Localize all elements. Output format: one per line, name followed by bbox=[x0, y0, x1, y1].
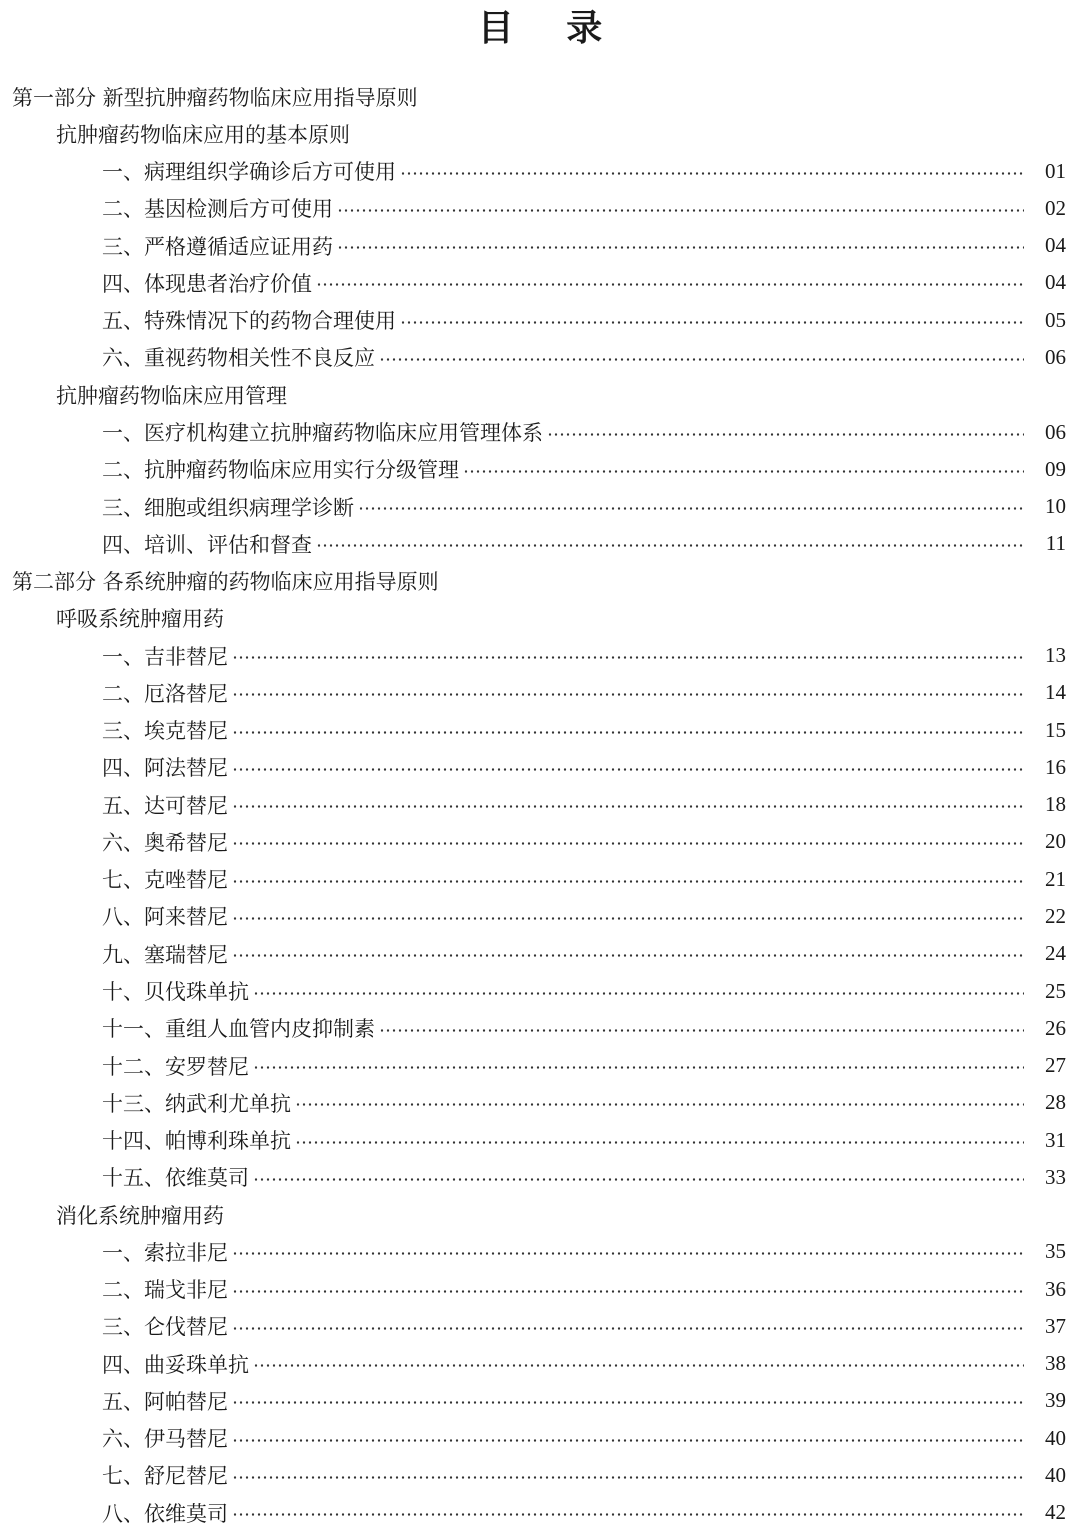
toc-entry-page-number: 25 bbox=[1045, 978, 1066, 1003]
toc-entry-page-number: 15 bbox=[1045, 717, 1066, 742]
part-heading[interactable]: 第二部分 各系统肿瘤的药物临床应用指导原则 bbox=[12, 570, 439, 595]
toc-entry-page-number: 20 bbox=[1045, 829, 1066, 854]
toc-entry[interactable] bbox=[0, 302, 1080, 339]
toc-entry[interactable] bbox=[0, 1084, 1080, 1121]
toc-entry-page-number: 14 bbox=[1045, 680, 1066, 705]
toc-entry-label: 六、重视药物相关性不良反应 bbox=[102, 346, 375, 371]
toc-entry-page-number: 40 bbox=[1045, 1462, 1066, 1487]
toc-entry-label: 八、阿来替尼 bbox=[102, 905, 228, 930]
toc-entry-label: 四、培训、评估和督查 bbox=[102, 532, 312, 557]
toc-entry-page-number: 28 bbox=[1045, 1090, 1066, 1115]
toc-entry-label: 七、舒尼替尼 bbox=[102, 1464, 228, 1489]
toc-entry[interactable] bbox=[0, 1345, 1080, 1382]
toc-entry-page-number: 16 bbox=[1045, 754, 1066, 779]
toc-entry-page-number: 11 bbox=[1045, 531, 1066, 556]
dot-leader bbox=[232, 731, 1024, 734]
toc-entry[interactable] bbox=[0, 1159, 1080, 1196]
dot-leader bbox=[232, 1439, 1024, 1442]
dot-leader bbox=[232, 842, 1024, 845]
dot-leader bbox=[232, 1401, 1024, 1404]
dot-leader bbox=[232, 693, 1024, 696]
toc-entry[interactable] bbox=[0, 1420, 1080, 1457]
toc-entry-page-number: 39 bbox=[1045, 1388, 1066, 1413]
toc-entry-label: 六、奥希替尼 bbox=[102, 830, 228, 855]
dot-leader bbox=[232, 768, 1024, 771]
part-heading[interactable]: 第一部分 新型抗肿瘤药物临床应用指导原则 bbox=[12, 85, 418, 110]
toc-entry-page-number: 38 bbox=[1045, 1351, 1066, 1376]
dot-leader bbox=[232, 1476, 1024, 1479]
toc-entry[interactable] bbox=[0, 674, 1080, 711]
toc-entry-label: 十三、纳武利尤单抗 bbox=[102, 1091, 291, 1116]
toc-entry-label: 二、抗肿瘤药物临床应用实行分级管理 bbox=[102, 458, 459, 483]
toc-entry-page-number: 35 bbox=[1045, 1239, 1066, 1264]
toc-entry-page-number: 21 bbox=[1045, 866, 1066, 891]
toc-entry-page-number: 24 bbox=[1045, 941, 1066, 966]
toc-entry-label: 四、阿法替尼 bbox=[102, 756, 228, 781]
dot-leader bbox=[295, 1103, 1024, 1106]
toc-entry[interactable] bbox=[0, 1121, 1080, 1158]
dot-leader bbox=[400, 172, 1024, 175]
toc-entry-label: 五、阿帕替尼 bbox=[102, 1389, 228, 1414]
dot-leader bbox=[379, 1029, 1024, 1032]
toc-entry-label: 四、体现患者治疗价值 bbox=[102, 271, 312, 296]
table-of-contents bbox=[0, 78, 1080, 1531]
toc-entry-page-number: 33 bbox=[1045, 1164, 1066, 1189]
toc-entry-page-number: 05 bbox=[1045, 307, 1066, 332]
toc-entry[interactable] bbox=[0, 972, 1080, 1009]
dot-leader bbox=[400, 321, 1024, 324]
toc-entry[interactable] bbox=[0, 637, 1080, 674]
toc-entry[interactable] bbox=[0, 712, 1080, 749]
toc-entry-label: 十四、帕博利珠单抗 bbox=[102, 1129, 291, 1154]
dot-leader bbox=[232, 954, 1024, 957]
toc-entry-page-number: 27 bbox=[1045, 1053, 1066, 1078]
toc-entry-label: 六、伊马替尼 bbox=[102, 1427, 228, 1452]
dot-leader bbox=[232, 656, 1024, 659]
toc-entry[interactable] bbox=[0, 525, 1080, 562]
dot-leader bbox=[253, 1066, 1024, 1069]
toc-entry-label: 十、贝伐珠单抗 bbox=[102, 980, 249, 1004]
toc-entry-page-number: 26 bbox=[1045, 1015, 1066, 1040]
section-heading[interactable]: 抗肿瘤药物临床应用的基本原则 bbox=[56, 122, 350, 147]
toc-entry-label: 五、特殊情况下的药物合理使用 bbox=[102, 309, 396, 334]
toc-entry[interactable] bbox=[0, 1047, 1080, 1084]
toc-entry-page-number: 40 bbox=[1045, 1425, 1066, 1450]
toc-entry-label: 三、仑伐替尼 bbox=[102, 1315, 228, 1340]
toc-entry-page-number: 06 bbox=[1045, 419, 1066, 444]
toc-entry[interactable] bbox=[0, 153, 1080, 190]
dot-leader bbox=[295, 1141, 1024, 1144]
toc-entry-page-number: 10 bbox=[1045, 494, 1066, 519]
toc-entry[interactable] bbox=[0, 339, 1080, 376]
toc-entry-label: 一、病理组织学确诊后方可使用 bbox=[102, 160, 396, 185]
toc-entry[interactable] bbox=[0, 1010, 1080, 1047]
toc-entry-page-number: 04 bbox=[1045, 233, 1066, 258]
toc-entry-page-number: 31 bbox=[1045, 1127, 1066, 1152]
toc-entry[interactable] bbox=[0, 1308, 1080, 1345]
section-heading[interactable]: 消化系统肿瘤用药 bbox=[56, 1203, 224, 1228]
toc-entry-label: 五、达可替尼 bbox=[102, 793, 228, 818]
dot-leader bbox=[253, 1364, 1024, 1367]
toc-entry-page-number: 01 bbox=[1045, 158, 1066, 183]
dot-leader bbox=[232, 1290, 1024, 1293]
toc-entry-label: 十五、依维莫司 bbox=[102, 1166, 249, 1191]
toc-entry[interactable] bbox=[0, 749, 1080, 786]
dot-leader bbox=[358, 507, 1024, 510]
toc-entry-page-number: 36 bbox=[1045, 1276, 1066, 1301]
dot-leader bbox=[232, 917, 1024, 920]
toc-entry-label: 九、塞瑞替尼 bbox=[102, 942, 228, 967]
toc-entry-label: 八、依维莫司 bbox=[102, 1501, 228, 1526]
dot-leader bbox=[337, 246, 1024, 249]
toc-entry-page-number: 02 bbox=[1045, 195, 1066, 220]
toc-entry[interactable] bbox=[0, 413, 1080, 450]
dot-leader bbox=[232, 805, 1024, 808]
toc-entry-label: 四、曲妥珠单抗 bbox=[102, 1352, 249, 1377]
toc-entry-label: 一、吉非替尼 bbox=[102, 644, 228, 669]
toc-entry-page-number: 22 bbox=[1045, 903, 1066, 928]
dot-leader bbox=[547, 433, 1024, 436]
toc-entry-label: 七、克唑替尼 bbox=[102, 868, 228, 893]
toc-entry[interactable] bbox=[0, 1494, 1080, 1531]
toc-entry-label: 三、埃克替尼 bbox=[102, 719, 228, 744]
toc-entry[interactable] bbox=[0, 1233, 1080, 1270]
toc-entry-label: 三、严格遵循适应证用药 bbox=[102, 234, 333, 259]
toc-entry-label: 二、基因检测后方可使用 bbox=[102, 197, 333, 222]
toc-entry[interactable] bbox=[0, 264, 1080, 301]
dot-leader bbox=[253, 1178, 1024, 1181]
toc-entry-label: 十一、重组人血管内皮抑制素 bbox=[102, 1017, 375, 1042]
toc-entry-page-number: 37 bbox=[1045, 1313, 1066, 1338]
toc-entry-label: 一、医疗机构建立抗肿瘤药物临床应用管理体系 bbox=[102, 421, 543, 446]
toc-entry-label: 二、厄洛替尼 bbox=[102, 681, 228, 706]
toc-entry[interactable] bbox=[0, 935, 1080, 972]
toc-entry[interactable] bbox=[0, 451, 1080, 488]
toc-entry-page-number: 18 bbox=[1045, 792, 1066, 817]
toc-entry[interactable] bbox=[0, 861, 1080, 898]
toc-entry[interactable] bbox=[0, 823, 1080, 860]
toc-entry[interactable] bbox=[0, 190, 1080, 227]
dot-leader bbox=[463, 470, 1024, 473]
dot-leader bbox=[316, 544, 1024, 547]
toc-entry-page-number: 13 bbox=[1045, 643, 1066, 668]
dot-leader bbox=[253, 992, 1024, 995]
section-heading[interactable]: 抗肿瘤药物临床应用管理 bbox=[56, 383, 287, 408]
page-title: 目 录 bbox=[477, 8, 623, 49]
toc-entry-page-number: 04 bbox=[1045, 270, 1066, 295]
toc-entry-label: 一、索拉非尼 bbox=[102, 1240, 228, 1265]
dot-leader bbox=[232, 1327, 1024, 1330]
dot-leader bbox=[232, 1513, 1024, 1516]
section-heading[interactable]: 呼吸系统肿瘤用药 bbox=[56, 607, 224, 632]
toc-entry-page-number: 42 bbox=[1045, 1500, 1066, 1525]
toc-entry-label: 三、细胞或组织病理学诊断 bbox=[102, 495, 354, 520]
toc-entry-page-number: 09 bbox=[1045, 456, 1066, 481]
toc-entry[interactable] bbox=[0, 488, 1080, 525]
toc-entry-page-number: 06 bbox=[1045, 344, 1066, 369]
toc-entry[interactable] bbox=[0, 1382, 1080, 1419]
toc-entry[interactable] bbox=[0, 1457, 1080, 1494]
toc-entry[interactable] bbox=[0, 898, 1080, 935]
dot-leader bbox=[316, 283, 1024, 286]
toc-entry-label: 二、瑞戈非尼 bbox=[102, 1278, 228, 1303]
toc-entry[interactable] bbox=[0, 786, 1080, 823]
toc-entry-label: 十二、安罗替尼 bbox=[102, 1054, 249, 1079]
dot-leader bbox=[232, 1252, 1024, 1255]
dot-leader bbox=[232, 880, 1024, 883]
toc-entry[interactable] bbox=[0, 1271, 1080, 1308]
toc-entry[interactable] bbox=[0, 227, 1080, 264]
dot-leader bbox=[337, 209, 1024, 212]
dot-leader bbox=[379, 358, 1024, 361]
